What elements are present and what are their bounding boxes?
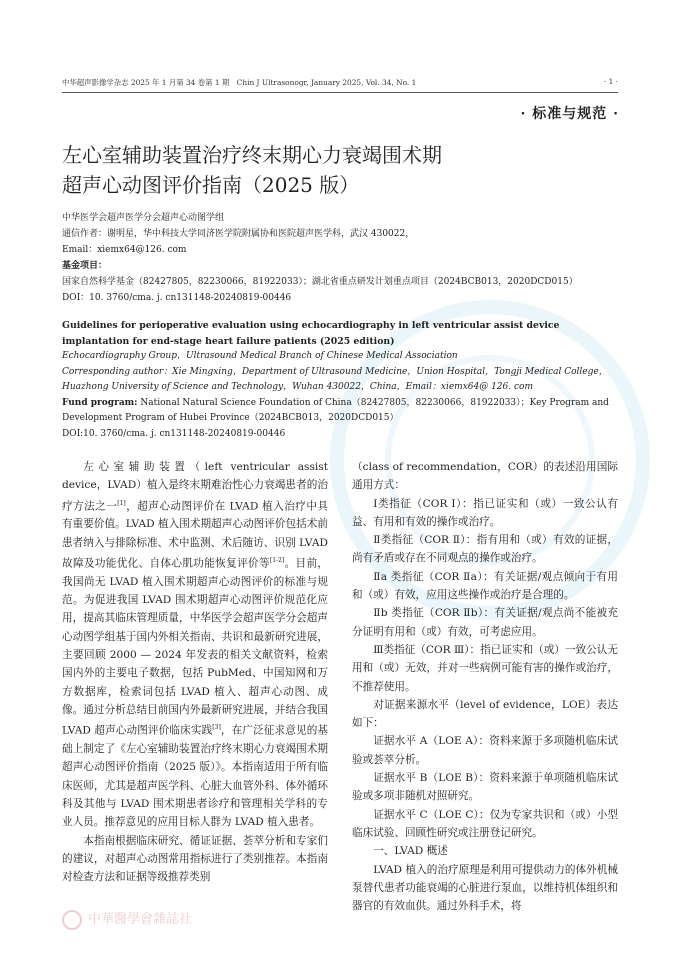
email-cn: Email：xiemx64@126. com [62, 245, 187, 255]
header-rule [62, 92, 618, 93]
running-header-journal: 中华超声影像学杂志 2025 年 1 月第 34 卷第 1 期 Chin J Ultrasonogr, January 2025, Vol. 34, No. 1 [62, 78, 417, 87]
section-label: · 标准与规范 · [520, 106, 619, 122]
citation-3: [3] [212, 724, 221, 732]
loe-a: 证据水平 A（LOE A）：资料来源于多项随机临床试验或荟萃分析。 [352, 735, 618, 766]
article-title [62, 140, 622, 200]
body-left-column [62, 458, 328, 886]
cor-class-2b: Ⅱb 类指征（COR Ⅱb）：有关证据/观点尚不能被充分证明有用和（或）有效，可考虑应用。 [352, 607, 618, 638]
paragraph-lvad-overview: LVAD 植入的治疗原理是利用可提供动力的体外机械泵替代患者功能衰竭的心脏进行泵血，以维持机体组织和器官的有效血供。通过外科手术，将 [352, 863, 618, 913]
paragraph-recommendation: 本指南根据临床研究、循证证据、荟萃分析和专家们的建议，对超声心动图常用指标进行了类别推荐。本指南对检查方法和证据等级推荐类别 [62, 834, 328, 884]
fund-en [62, 396, 622, 427]
paragraph-intro [62, 458, 328, 832]
citation-1: [1] [117, 499, 126, 507]
paragraph-cor-intro: （class of recommendation，COR）的表述沿用国际通用方式： [352, 461, 618, 492]
publisher-seal-icon [62, 910, 82, 930]
loe-intro: 对证据来源水平（level of evidence，LOE）表达如下： [352, 698, 618, 730]
loe-b: 证据水平 B（LOE B）：资料来源于单项随机临床试验或多项非随机对照研究。 [352, 772, 618, 803]
english-title: Guidelines for perioperative evaluation using echocardiography in left ventricular assist device implantation for end-stage heart failure patients (2025 edition) [62, 320, 560, 347]
body-right-column [352, 458, 618, 915]
cor-class-3: Ⅲ类指征（COR Ⅲ）：指已证实和（或）一致公认无用和（或）无效，并对一些病例可能有害的操作或治疗，不推荐使用。 [352, 643, 618, 693]
intro-text-c: 。目前，我国尚无 LVAD 植入围术期超声心动图评价的标准与规范。为促进我国 LVAD 围术期超声心动图评价规范化应用，提高其临床管理质量，中华医学会超声医学分会超声心动图学组基于国内外相关指南、共识和最新研究进展，主要回顾 2000 — 2024 年发表的相关文献资料，检索国内外的主要电子数据，包括 PubMed、中国知网和万方数据库，检索词包括 LVAD 植入、超声心动图、成像。通过分析总结目前国内外最新研究进展，并结合我国 LVAD 超声心动图评价临床实践 [62, 557, 329, 737]
publisher-logo [62, 908, 192, 930]
doi-cn: DOI：10. 3760/cma. j. cn131148-20240819-00446 [62, 293, 292, 303]
title-line-1: 左心室辅助装置治疗终末期心力衰竭围术期 [62, 143, 442, 167]
intro-text-d: ，在广泛征求意见的基础上制定了《左心室辅助装置治疗终末期心力衰竭围术期超声心动图评价指南（2025 版）》。本指南适用于所有临床医师，尤其是超声医学科、心脏大血管外科、体外循环科及其他与 LVAD 围术期患者诊疗和管理相关学科的专业人员。推荐意见的应用目标人群为 LVAD 植入患者。 [62, 724, 329, 829]
page-number: · 1 · [603, 77, 618, 86]
english-metadata [62, 318, 622, 442]
section-heading-lvad-overview: 一、LVAD 概述 [373, 845, 448, 858]
running-header [62, 77, 618, 88]
doi-en: DOI:10. 3760/cma. j. cn131148-20240819-00446 [62, 428, 286, 439]
cor-class-2a: Ⅱa 类指征（COR Ⅱa）：有关证据/观点倾向于有用和（或）有效，应用这些操作或治疗是合理的。 [352, 570, 618, 602]
intro-text-a: 左心室辅助装置（left ventricular assist device，LVAD）植入是终末期难治性心力衰竭患者的治疗方法之一 [62, 461, 328, 513]
author-org: 中华医学会超声医学分会超声心动图学组 [62, 213, 225, 223]
intro-text-b: ，超声心动图评价在 LVAD 植入治疗中具有重要价值。LVAD 植入围术期超声心动图评价包括术前患者纳入与排除标准、术中监测、术后随访、识别 LVAD 故障及功能优化、自体心肌功能恢复评价等 [62, 500, 328, 570]
fund-text-en: National Natural Science Foundation of China（82427805，82230066，81922033）；Key Program and Development Program of Hubei Province（2024BCB013，2020DCD015） [62, 397, 609, 423]
english-org: Echocardiography Group，Ultrasound Medical Branch of Chinese Medical Association [62, 351, 458, 361]
title-line-2: 超声心动图评价指南（2025 版） [62, 173, 360, 197]
cor-class-1: Ⅰ类指征（COR Ⅰ）：指已证实和（或）一致公认有益、有用和有效的操作或治疗。 [352, 497, 618, 528]
corresponding-author-cn: 通信作者：谢明星，华中科技大学同济医学院附属协和医院超声医学科，武汉 430022， [62, 229, 415, 239]
fund-text-cn: 国家自然科学基金（82427805，82230066，81922033）；湖北省重点研发计划重点项目（2024BCB013，2020DCD015） [62, 277, 578, 287]
citation-1-2: [1-2] [269, 557, 285, 565]
fund-cn [62, 258, 622, 290]
chinese-metadata [62, 210, 622, 306]
fund-label-en: Fund program: [62, 397, 138, 408]
fund-label-cn: 基金项目： [62, 261, 108, 271]
loe-c: 证据水平 C（LOE C）：仅为专家共识和（或）小型临床试验、回顾性研究或注册登记研究。 [352, 808, 618, 839]
corresponding-author-en: Corresponding author：Xie Mingxing，Department of Ultrasound Medicine，Union Hospital，Tongji Medical College，Huazhong University of Science and Technology，Wuhan 430022，China，Email：xiemx64@ 126. com [62, 366, 608, 392]
cor-class-2: Ⅱ类指征（COR Ⅱ）：指有用和（或）有效的证据，尚有矛盾或存在不同观点的操作或治疗。 [352, 534, 618, 565]
publisher-name: 中華醫學會雜誌社 [88, 912, 193, 927]
